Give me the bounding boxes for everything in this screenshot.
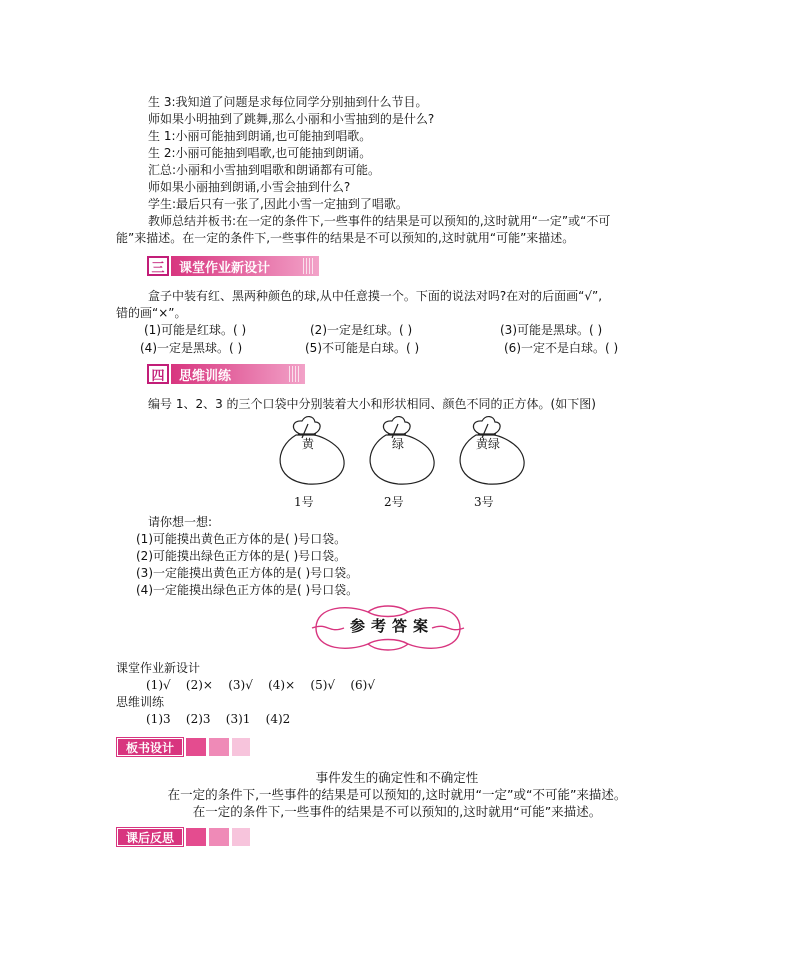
exercise-item: (1)可能是红球。( ) <box>144 323 247 337</box>
teacher-summary-line: 教师总结并板书:在一定的条件下,一些事件的结果是可以预知的,这时就用“一定”或“不可 <box>148 214 611 228</box>
teacher-summary-line: 能”来描述。在一定的条件下,一些事件的结果是不可以预知的,这时就用“可能”来描述。 <box>116 231 575 245</box>
tag-square <box>232 828 250 846</box>
question-item: (2)可能摸出绿色正方体的是( )号口袋。 <box>136 549 347 563</box>
section-title: 思维训练 <box>171 364 305 384</box>
section-title: 课堂作业新设计 <box>171 256 319 276</box>
bag-number: 1号 <box>294 495 314 509</box>
bag-number: 2号 <box>384 495 404 509</box>
dialog-line: 师如果小明抽到了跳舞,那么小丽和小雪抽到的是什么? <box>148 112 435 126</box>
dialog-line: 师如果小丽抽到朗诵,小雪会抽到什么? <box>148 180 351 194</box>
tag-square <box>209 738 229 756</box>
tag-square <box>209 828 229 846</box>
section-number: 四 <box>147 364 169 384</box>
dialog-line: 学生:最后只有一张了,因此小雪一定抽到了唱歌。 <box>148 197 408 211</box>
dialog-line: 生 1:小丽可能抽到朗诵,也可能抽到唱歌。 <box>148 129 372 143</box>
section-header-4 <box>147 364 305 384</box>
answer-part-content: (1)3 (2)3 (3)1 (4)2 <box>146 712 291 726</box>
dialog-line: 汇总:小丽和小雪抽到唱歌和朗诵都有可能。 <box>148 163 381 177</box>
question-item: (3)一定能摸出黄色正方体的是( )号口袋。 <box>136 566 359 580</box>
answer-banner-title: 参考答案 <box>350 617 435 635</box>
think-prompt: 请你想一想: <box>148 515 213 529</box>
tag-square <box>186 738 206 756</box>
board-design-tag <box>117 738 250 756</box>
board-design-label: 板书设计 <box>117 738 183 756</box>
section-header-3 <box>147 256 319 276</box>
tag-square <box>232 738 250 756</box>
question-item: (1)可能摸出黄色正方体的是( )号口袋。 <box>136 532 347 546</box>
answer-part-title: 思维训练 <box>116 695 165 709</box>
dialog-line: 生 3:我知道了问题是求每位同学分别抽到什么节目。 <box>148 95 428 109</box>
tag-square <box>186 828 206 846</box>
answer-part-title: 课堂作业新设计 <box>116 661 201 675</box>
board-title: 事件发生的确定性和不确定性 <box>315 770 479 785</box>
answer-part-content: (1)√ (2)× (3)√ (4)× (5)√ (6)√ <box>146 678 375 692</box>
bag-content: 黄绿 <box>476 437 501 451</box>
bag-content: 绿 <box>392 437 405 451</box>
exercise-prompt: 错的画“×”。 <box>116 306 187 320</box>
section-intro: 编号 1、2、3 的三个口袋中分别装着大小和形状相同、颜色不同的正方体。(如下图) <box>148 397 596 411</box>
section-number: 三 <box>147 256 169 276</box>
question-item: (4)一定能摸出绿色正方体的是( )号口袋。 <box>136 583 359 597</box>
board-line: 在一定的条件下,一些事件的结果是可以预知的,这时就用“一定”或“不可能”来描述。 <box>167 787 627 802</box>
exercise-item: (2)一定是红球。( ) <box>310 323 413 337</box>
bag-content: 黄 <box>302 437 315 451</box>
reflection-tag <box>117 828 250 846</box>
reflection-label: 课后反思 <box>117 828 183 846</box>
exercise-item: (5)不可能是白球。( ) <box>305 341 420 355</box>
exercise-prompt: 盒子中装有红、黑两种颜色的球,从中任意摸一个。下面的说法对吗?在对的后面画“√”, <box>148 289 603 303</box>
exercise-item: (4)一定是黑球。( ) <box>140 341 243 355</box>
exercise-item: (3)可能是黑球。( ) <box>500 323 603 337</box>
dialog-line: 生 2:小丽可能抽到唱歌,也可能抽到朗诵。 <box>148 146 372 160</box>
board-line: 在一定的条件下,一些事件的结果是不可以预知的,这时就用“可能”来描述。 <box>192 804 602 819</box>
bag-number: 3号 <box>474 495 494 509</box>
exercise-item: (6)一定不是白球。( ) <box>504 341 619 355</box>
